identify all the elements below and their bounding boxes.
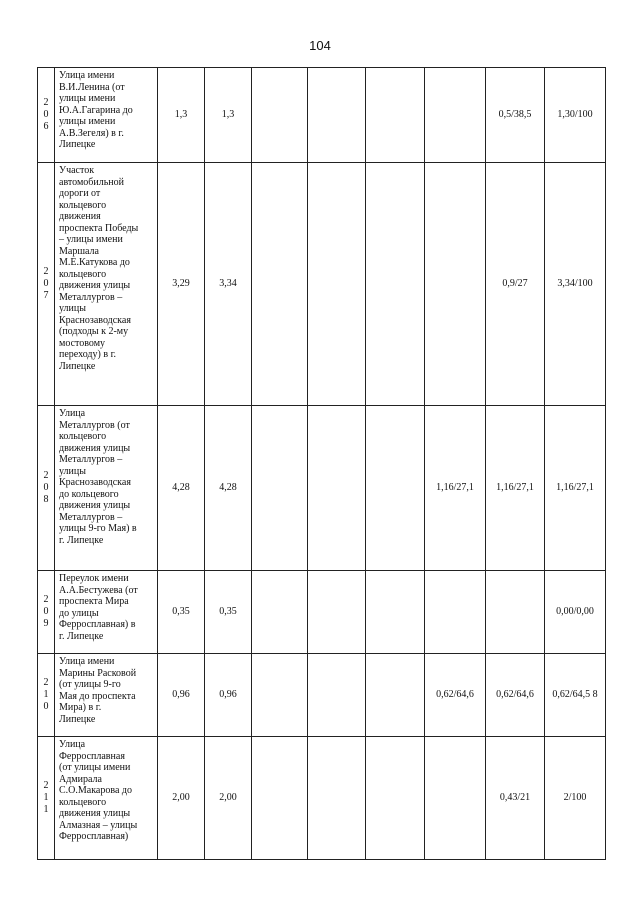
row-number-digit: 0: [43, 606, 49, 617]
table-row: [38, 571, 606, 654]
road-name-line: автомобильной: [59, 176, 124, 188]
cell-c3: 0,35: [158, 571, 205, 654]
table-row: [38, 654, 606, 737]
cell-c7: [366, 654, 425, 737]
cell-c9: 0,9/27: [486, 163, 545, 406]
row-number: [38, 406, 55, 571]
table-row: [38, 163, 606, 406]
cell-c10: 0,62/64,5 8: [545, 654, 606, 737]
road-name-line: Липецке: [59, 360, 96, 372]
road-name-line: Марины Расковой: [59, 667, 137, 679]
row-number-digit: 0: [43, 278, 49, 289]
cell-c5: [252, 737, 308, 860]
road-name-line: Адмирала: [59, 773, 102, 785]
road-name-line: движения улицы: [59, 808, 131, 819]
cell-c5: [252, 406, 308, 571]
road-name-line: Ферросплавная) в: [59, 619, 136, 630]
road-name-line: Улица: [59, 739, 86, 750]
row-number: [38, 737, 55, 860]
row-number: [38, 654, 55, 737]
row-number-digit: 2: [43, 594, 49, 605]
road-name: [55, 163, 158, 406]
road-name-line: Металлургов –: [59, 511, 123, 523]
cell-c8: [425, 163, 486, 406]
cell-c7: [366, 406, 425, 571]
road-name-line: кольцевого: [59, 431, 107, 442]
cell-c6: [308, 163, 366, 406]
road-name-line: М.Е.Катукова до: [59, 257, 130, 268]
row-number-digit: 2: [43, 780, 49, 791]
row-number-digit: 1: [43, 689, 49, 700]
row-number-digit: 7: [43, 290, 49, 301]
cell-c10: 2/100: [545, 737, 606, 860]
road-name-line: В.И.Ленина (от: [59, 81, 125, 93]
cell-c9: 0,62/64,6: [486, 654, 545, 737]
road-name: [55, 68, 158, 163]
road-name-line: Мая до проспекта: [59, 690, 136, 702]
road-name-line: Металлургов –: [59, 454, 123, 465]
cell-c9: 0,5/38,5: [486, 68, 545, 163]
row-number-digit: 0: [43, 701, 49, 712]
cell-c6: [308, 654, 366, 737]
table-row: [38, 68, 606, 163]
row-number-digit: 8: [43, 494, 49, 505]
cell-c6: [308, 68, 366, 163]
cell-c3: 1,3: [158, 68, 205, 163]
cell-c4: 0,96: [205, 654, 252, 737]
table-row: [38, 406, 606, 571]
road-name-line: до кольцевого: [59, 488, 119, 500]
cell-c7: [366, 68, 425, 163]
cell-c8: 1,16/27,1: [425, 406, 486, 571]
cell-c10: 0,00/0,00: [545, 571, 606, 654]
road-name-line: Металлургов –: [59, 291, 123, 303]
cell-c4: 0,35: [205, 571, 252, 654]
road-name-line: А.В.Зегеля) в г.: [59, 127, 124, 139]
road-name-line: (подходы к 2-му: [59, 326, 129, 337]
row-number-digit: 0: [43, 482, 49, 493]
cell-c7: [366, 737, 425, 860]
road-name-line: С.О.Макарова до: [59, 785, 132, 796]
road-name-line: Мира) в г.: [59, 702, 102, 713]
road-name-line: проспекта Мира: [59, 596, 129, 607]
road-name-line: дороги от: [59, 188, 101, 199]
road-name-line: г. Липецке: [59, 630, 104, 642]
road-name-line: до улицы: [59, 607, 99, 619]
cell-c10: 3,34/100: [545, 163, 606, 406]
road-name-line: Металлургов (от: [59, 419, 130, 431]
cell-c8: [425, 68, 486, 163]
table-row: [38, 737, 606, 860]
road-name-line: улицы имени: [59, 93, 116, 104]
row-number-digit: 2: [43, 266, 49, 277]
cell-c8: 0,62/64,6: [425, 654, 486, 737]
road-name-line: г. Липецке: [59, 534, 104, 546]
cell-c10: 1,16/27,1: [545, 406, 606, 571]
road-name-line: Алмазная – улицы: [59, 819, 138, 831]
road-name-line: Ю.А.Гагарина до: [59, 104, 133, 116]
road-name-line: Ферросплавная): [59, 831, 129, 842]
road-name-line: Липецке: [59, 713, 96, 725]
table-body: [38, 68, 606, 860]
cell-c3: 3,29: [158, 163, 205, 406]
cell-c9: [486, 571, 545, 654]
road-name-line: движения улицы: [59, 500, 131, 511]
road-name-line: улицы: [59, 303, 86, 314]
cell-c6: [308, 406, 366, 571]
cell-c4: 2,00: [205, 737, 252, 860]
road-name-line: кольцевого: [59, 199, 107, 211]
row-number: [38, 68, 55, 163]
road-name-line: Ферросплавная: [59, 750, 125, 762]
cell-c8: [425, 571, 486, 654]
cell-c6: [308, 737, 366, 860]
road-name: [55, 654, 158, 737]
cell-c3: 0,96: [158, 654, 205, 737]
road-name: [55, 737, 158, 860]
row-number: [38, 163, 55, 406]
road-name-line: Участок: [59, 165, 95, 176]
road-name-line: улицы имени: [59, 116, 116, 127]
cell-c4: 1,3: [205, 68, 252, 163]
cell-c4: 3,34: [205, 163, 252, 406]
road-name-line: А.А.Бестужева (от: [59, 584, 138, 596]
road-name-line: переходу) в г.: [59, 349, 117, 360]
cell-c5: [252, 68, 308, 163]
road-name-line: улицы: [59, 465, 86, 477]
road-name-line: Краснозаводская: [59, 314, 131, 326]
road-name-line: Маршала: [59, 245, 99, 257]
road-name-line: Улица имени: [59, 70, 115, 81]
page-number: 104: [309, 38, 331, 53]
road-name-line: кольцевого: [59, 796, 107, 808]
cell-c9: 1,16/27,1: [486, 406, 545, 571]
cell-c5: [252, 163, 308, 406]
row-number-digit: 1: [43, 792, 49, 803]
row-number: [38, 571, 55, 654]
road-name-line: кольцевого: [59, 268, 107, 280]
road-name: [55, 571, 158, 654]
cell-c7: [366, 163, 425, 406]
road-name-line: мостовому: [59, 337, 106, 349]
row-number-digit: 6: [43, 121, 49, 132]
row-number-digit: 2: [43, 470, 49, 481]
row-number-digit: 1: [43, 804, 49, 815]
row-number-digit: 0: [43, 109, 49, 120]
road-name-line: улицы 9-го Мая) в: [59, 523, 137, 534]
cell-c10: 1,30/100: [545, 68, 606, 163]
cell-c7: [366, 571, 425, 654]
road-name-line: Улица: [59, 408, 86, 419]
row-number-digit: 2: [43, 677, 49, 688]
road-name-line: движения: [59, 211, 101, 222]
road-name-line: – улицы имени: [59, 234, 123, 245]
cell-c5: [252, 571, 308, 654]
row-number-digit: 9: [43, 618, 49, 629]
cell-c5: [252, 654, 308, 737]
road-name: [55, 406, 158, 571]
cell-c3: 2,00: [158, 737, 205, 860]
row-number-digit: 2: [43, 97, 49, 108]
road-name-line: Липецке: [59, 139, 96, 150]
road-name-line: Краснозаводская: [59, 477, 131, 488]
road-table: [37, 67, 606, 860]
cell-c3: 4,28: [158, 406, 205, 571]
cell-c9: 0,43/21: [486, 737, 545, 860]
cell-c8: [425, 737, 486, 860]
road-name-line: (от улицы 9-го: [59, 679, 121, 690]
road-name-line: проспекта Победы: [59, 222, 139, 234]
road-name-line: Улица имени: [59, 656, 115, 667]
road-name-line: движения улицы: [59, 442, 131, 454]
cell-c6: [308, 571, 366, 654]
road-name-line: (от улицы имени: [59, 762, 131, 773]
road-name-line: движения улицы: [59, 280, 131, 291]
road-name-line: Переулок имени: [59, 573, 129, 584]
cell-c4: 4,28: [205, 406, 252, 571]
